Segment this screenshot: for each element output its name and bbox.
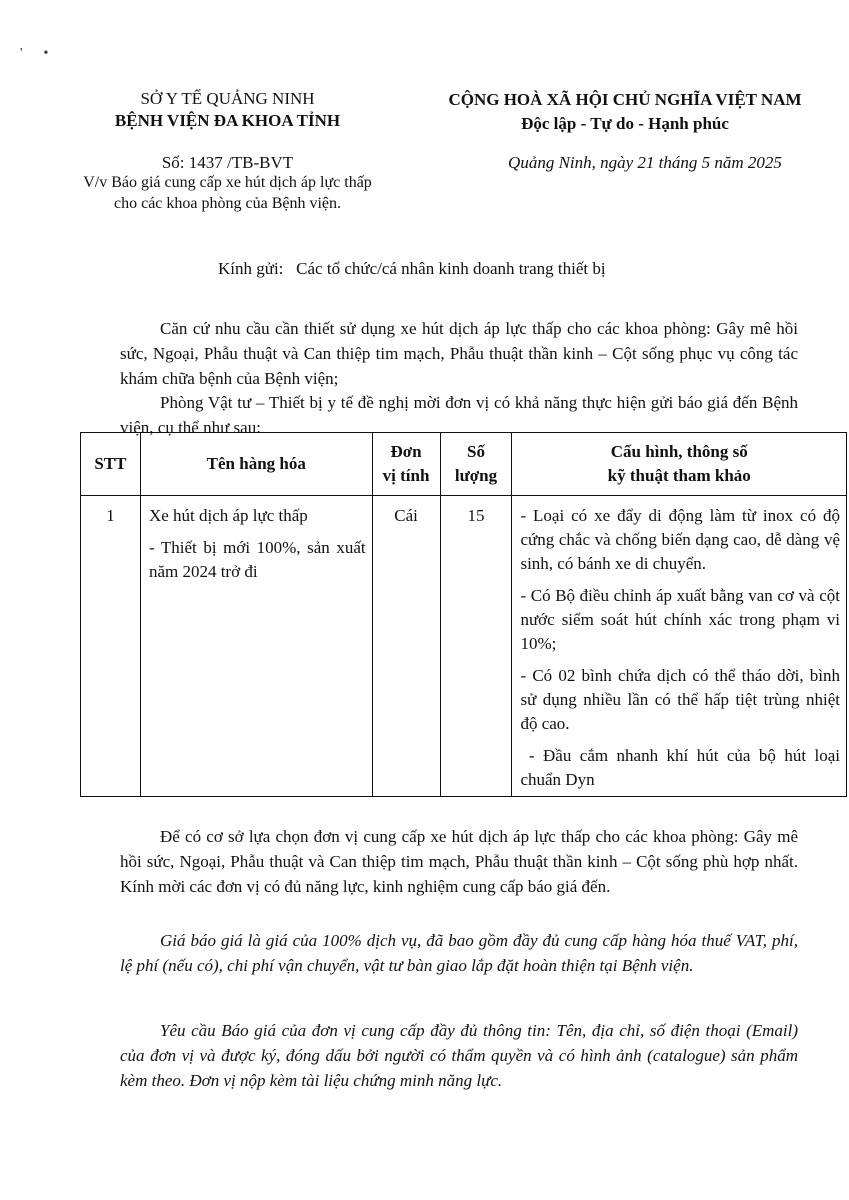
table-header-row (81, 433, 847, 496)
header-spec-line-2: kỹ thuật tham khảo (607, 466, 751, 485)
left-header (55, 88, 400, 132)
row-qty: 15 (440, 496, 512, 797)
spec-item: - Có Bộ điều chỉnh áp xuất bằng van cơ và cột nước siểm soát hút chính xác trong phạm vi 10%; (520, 586, 840, 653)
national-motto: Độc lập - Tự do - Hạnh phúc (521, 114, 729, 133)
basis-paragraph: Căn cứ nhu cầu cần thiết sử dụng xe hút dịch áp lực thấp cho các khoa phòng: Gây mê hồi sức, Ngoại, Phẫu thuật và Can thiệp tim mạch, Phẫu thuật thần kinh – Cột sống phục vụ công tác khám chữa bệnh của Bệnh viện; (120, 319, 798, 388)
place-date: Quảng Ninh, ngày 21 tháng 5 năm 2025 (508, 153, 782, 172)
selection-paragraph: Để có cơ sở lựa chọn đơn vị cung cấp xe hút dịch áp lực thấp cho các khoa phòng: Gây mê hồi sức, Ngoại, Phẫu thuật và Can thiệp tim mạch, Phẫu thuật thần kinh – Cột sống phù hợp nhất. Kính mời các đơn vị có đủ năng lực, kinh nghiệm cung cấp báo giá đến. (120, 827, 798, 896)
document-number: Số: 1437 /TB-BVT (161, 153, 294, 172)
spec-item: - Loại có xe đẩy di động làm từ inox có độ cứng chắc và chống biến dạng cao, dễ dàng vệ sinh, có bánh xe di chuyển. (520, 506, 840, 573)
row-item-name: Xe hút dịch áp lực thấp (148, 506, 308, 525)
header-qty-line-2: lượng (454, 466, 498, 485)
price-note-paragraph: Giá báo giá là giá của 100% dịch vụ, đã bao gồm đầy đủ cung cấp hàng hóa thuế VAT, phí, lệ phí (nếu có), chi phí vận chuyển, vật tư bàn giao lắp đặt hoàn thiện tại Bệnh viện. (120, 931, 798, 975)
national-header (410, 88, 840, 136)
recipient-line: Kính gửi: Các tổ chức/cá nhân kinh doanh trang thiết bị (218, 259, 606, 278)
header-qty-line-1: Số (467, 442, 485, 461)
hospital-name: BỆNH VIỆN ĐA KHOA TỈNH (114, 111, 341, 130)
header-unit-line-1: Đơn (390, 442, 422, 461)
requirements-paragraph: Yêu cầu Báo giá của đơn vị cung cấp đầy đủ thông tin: Tên, địa chỉ, số điện thoại (Email) của đơn vị và được ký, đóng dấu bởi người có thẩm quyền và có hình ảnh (catalogue) sản phẩm kèm theo. Đơn vị nộp kèm tài liệu chứng minh năng lực. (120, 1021, 798, 1090)
header-stt-label: STT (94, 454, 127, 473)
header-unit (372, 433, 440, 496)
header-name (140, 433, 372, 496)
header-stt (81, 433, 141, 496)
request-paragraph: Phòng Vật tư – Thiết bị y tế đề nghị mời đơn vị có khả năng thực hiện gửi báo giá đến Bệnh viện, cụ thể như sau: (120, 393, 798, 437)
row-unit: Cái (372, 496, 440, 797)
spec-item: - Đầu cắm nhanh khí hút của bộ hút loại chuẩn Dyn (520, 746, 845, 789)
header-qty (440, 433, 512, 496)
subject-line (40, 172, 415, 214)
subject-line-2: cho các khoa phòng của Bệnh viện. (113, 195, 342, 212)
table-row (81, 496, 847, 797)
agency-name: SỞ Y TẾ QUẢNG NINH (140, 89, 315, 108)
header-name-label: Tên hàng hóa (206, 454, 306, 473)
scan-specks: ' • (20, 46, 49, 61)
header-spec (512, 433, 847, 496)
row-item-note: - Thiết bị mới 100%, sản xuất năm 2024 trở đi (148, 538, 366, 581)
subject-line-1: V/v Báo giá cung cấp xe hút dịch áp lực thấp (83, 174, 372, 191)
header-spec-line-1: Cấu hình, thông số (610, 442, 748, 461)
row-item (140, 496, 372, 797)
spec-item: - Có 02 bình chứa dịch có thể tháo dời, bình sử dụng nhiều lần có thể hấp tiệt trùng nhiệt độ cao. (520, 666, 840, 733)
items-table (80, 432, 847, 797)
nation-title: CỘNG HOÀ XÃ HỘI CHỦ NGHĨA VIỆT NAM (448, 90, 802, 109)
header-unit-line-2: vị tính (382, 466, 430, 485)
row-stt: 1 (81, 496, 141, 797)
row-specs (512, 496, 847, 797)
